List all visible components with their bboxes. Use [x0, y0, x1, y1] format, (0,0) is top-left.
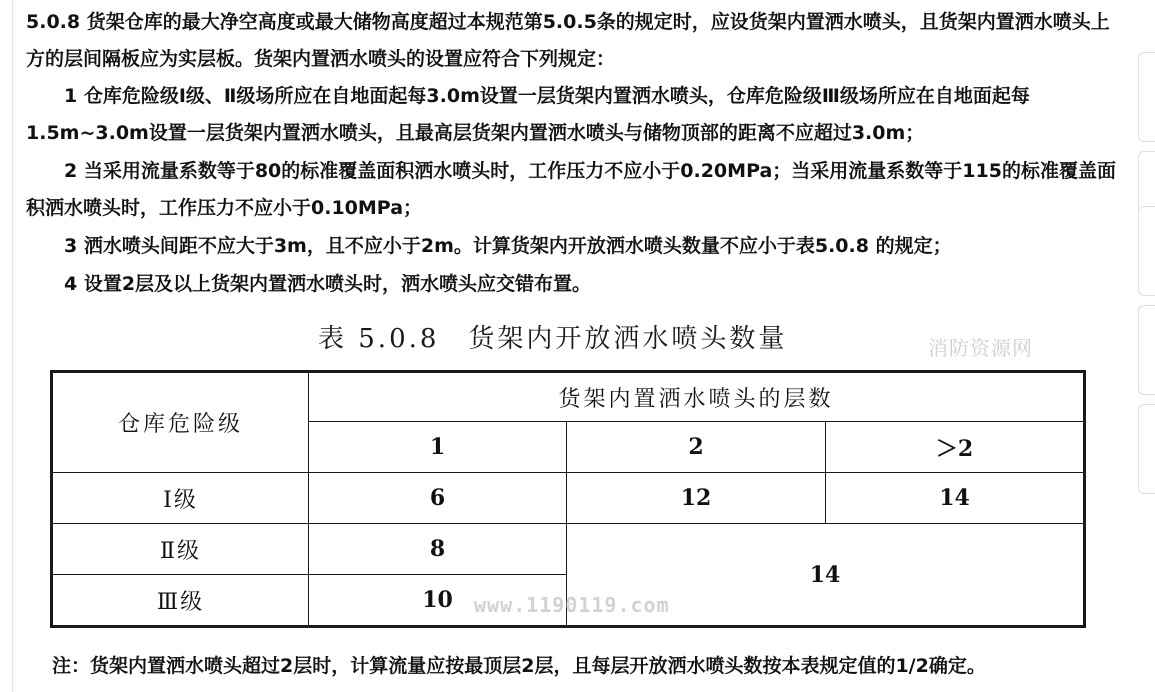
cell-class-1-layer-over-2: 14	[826, 473, 1085, 524]
row-label-class-3: Ⅲ级	[52, 575, 309, 627]
layer-header-1: 1	[309, 422, 567, 473]
clause-intro: 5.0.8 货架仓库的最大净空高度或最大储物高度超过本规范第5.0.5条的规定时，应设货架内置洒水喷头，且货架内置洒水喷头上方的层间隔板应为实层板。货架内置洒水喷头的设置应符合下列规定：	[26, 11, 1110, 70]
table-row	[52, 524, 1085, 575]
cell-class-3-layer-1: 10	[309, 575, 567, 627]
clause-item-1: 1 仓库危险级Ⅰ级、Ⅱ级场所应在自地面起每3.0m设置一层货架内置洒水喷头，仓库危险级Ⅲ级场所应在自地面起每1.5m~3.0m设置一层货架内置洒水喷头，且最高层货架内置洒水喷头与储物顶部的距离不应超过3.0m；	[26, 85, 1030, 144]
cell-class-1-layer-2: 12	[567, 473, 826, 524]
row-label-class-1: Ⅰ级	[52, 473, 309, 524]
table-title: 表 5.0.8 货架内开放洒水喷头数量	[318, 324, 788, 354]
table-note: 注：货架内置洒水喷头超过2层时，计算流量应按最顶层2层，且每层开放洒水喷头数按本表规定值的1/2确定。	[52, 655, 986, 677]
clause-item-2: 2 当采用流量系数等于80的标准覆盖面积洒水喷头时，工作压力不应小于0.20MPa；当采用流量系数等于115的标准覆盖面积洒水喷头时，工作压力不应小于0.10MPa；	[26, 160, 1116, 219]
side-panel-tab[interactable]	[1138, 52, 1155, 142]
layer-header-2: 2	[567, 422, 826, 473]
watermark-url: www.1190119.com	[474, 593, 670, 617]
row-label-class-2: Ⅱ级	[52, 524, 309, 575]
layer-header-over-2: ＞2	[826, 422, 1085, 473]
group-header-cell: 货架内置洒水喷头的层数	[309, 372, 1085, 422]
table-header-row	[52, 372, 1085, 422]
side-panel-tab[interactable]	[1138, 305, 1155, 395]
cell-class-2-layer-1: 8	[309, 524, 567, 575]
left-border-line	[12, 0, 13, 692]
side-panel-tab[interactable]	[1138, 404, 1155, 494]
table-row	[52, 473, 1085, 524]
watermark-site-name: 消防资源网	[928, 336, 1033, 360]
cell-class-1-layer-1: 6	[309, 473, 567, 524]
sprinkler-count-table	[50, 370, 1086, 628]
row-header-cell: 仓库危险级	[52, 372, 309, 473]
clause-item-3: 3 洒水喷头间距不应大于3m，且不应小于2m。计算货架内开放洒水喷头数量不应小于表5.0.8 的规定；	[64, 235, 952, 257]
clause-item-4: 4 设置2层及以上货架内置洒水喷头时，洒水喷头应交错布置。	[64, 273, 592, 295]
merged-cell-class-2-3: 14	[567, 524, 1085, 627]
side-panel-tab[interactable]	[1138, 206, 1155, 296]
